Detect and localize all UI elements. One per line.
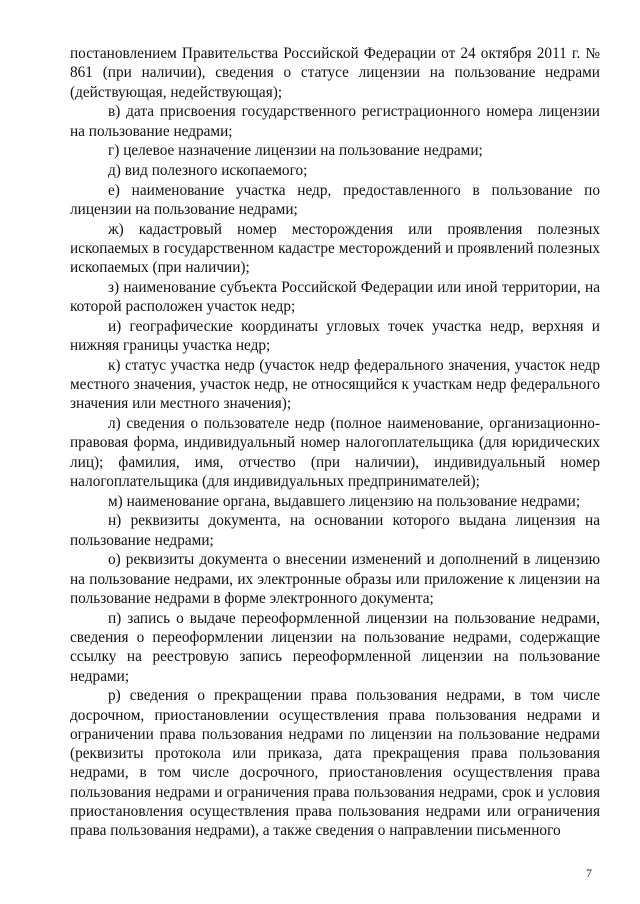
paragraph-item-r: р) сведения о прекращении права пользования недрами, в том числе досрочном, приостановлении осуществления права пользования недрами и ограничении права пользования недрами по лицензии на пользование недрами (реквизиты протокола или приказа, дата прекращения права пользования недрами, в том числе досрочного, приостановления осуществления права пользования недрами и ограничения права пользования недрами, срок и условия приостановления осуществления права пользования недрами или ограничения права пользования недрами), а также сведения о направлении письменного: [70, 687, 600, 840]
page-number: 7: [586, 866, 592, 880]
paragraph-item-zh: ж) кадастровый номер месторождения или проявления полезных ископаемых в государственном кадастре месторождений и проявлений полезных ископаемых (при наличии);: [70, 220, 600, 277]
paragraph-item-m: м) наименование органа, выдавшего лицензию на пользование недрами;: [108, 492, 581, 510]
document-body: [70, 44, 600, 841]
paragraph-item-z: з) наименование субъекта Российской Федерации или иной территории, на которой расположен участок недр;: [70, 278, 600, 316]
paragraph-item-g: г) целевое назначение лицензии на пользование недрами;: [108, 142, 483, 160]
paragraph-item-d: д) вид полезного ископаемого;: [108, 161, 308, 179]
paragraph-item-i: и) географические координаты угловых точек участка недр, верхняя и нижняя границы участка недр;: [70, 317, 600, 355]
paragraph-continuation: постановлением Правительства Российской Федерации от 24 октября 2011 г. № 861 (при наличии), сведения о статусе лицензии на пользование недрами (действующая, недействующая);: [70, 45, 600, 101]
paragraph-item-k: к) статус участка недр (участок недр федерального значения, участок недр местного значения, участок недр, не относящийся к участкам недр федерального значения или местного значения);: [70, 356, 600, 413]
paragraph-item-o: о) реквизиты документа о внесении изменений и дополнений в лицензию на пользование недрами, их электронные образы или приложение к лицензии на пользование недрами в форме электронного документа;: [70, 551, 600, 607]
paragraph-item-p: п) запись о выдаче переоформленной лицензии на пользование недрами, сведения о переоформлении лицензии на пользование недрами, содержащие ссылку на реестровую запись переоформленной лицензии на пользование недрами;: [70, 609, 600, 685]
paragraph-item-l: л) сведения о пользователе недр (полное наименование, организационно-правовая форма, индивидуальный номер налогоплательщика (для юридических лиц); фамилия, имя, отчество (при наличии), индивидуальный номер налогоплательщика (для индивидуальных предпринимателей);: [70, 415, 600, 491]
paragraph-item-e: е) наименование участка недр, предоставленного в пользование по лицензии на пользование недрами;: [70, 181, 600, 218]
paragraph-item-n: н) реквизиты документа, на основании которого выдана лицензия на пользование недрами;: [70, 512, 600, 549]
paragraph-item-v: в) дата присвоения государственного регистрационного номера лицензии на пользование недрами;: [70, 103, 600, 140]
